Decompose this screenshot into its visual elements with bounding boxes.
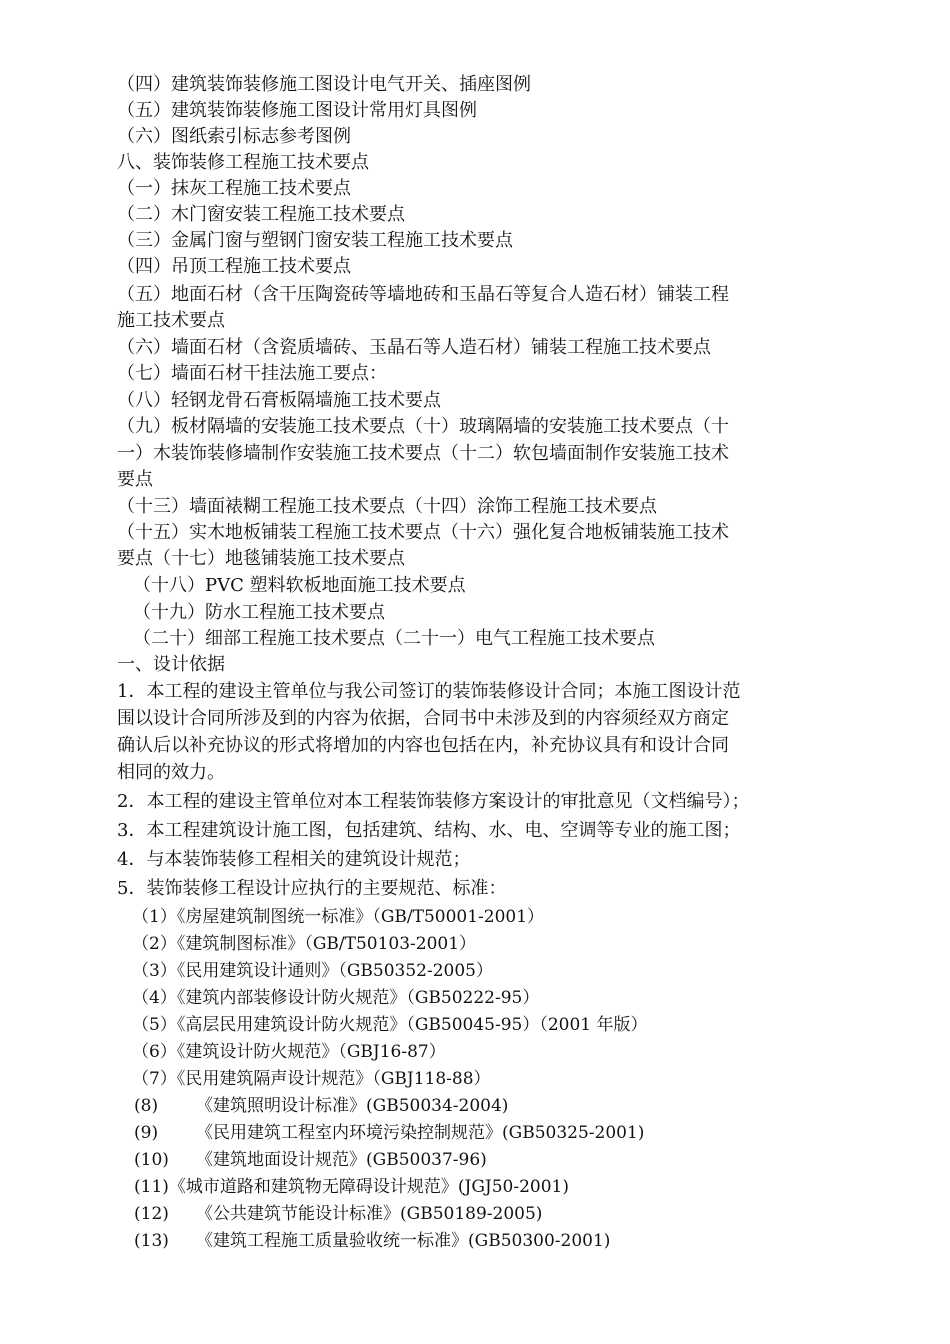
- standard-title: 《民用建筑工程室内环境污染控制规范》(GB50325-2001): [196, 1123, 645, 1143]
- toc-line: （十八）PVC 塑料软板地面施工技术要点: [133, 575, 466, 596]
- toc-line: （三）金属门窗与塑钢门窗安装工程施工技术要点: [117, 230, 513, 251]
- toc-line: 一）木装饰装修墙制作安装施工技术要点（十二）软包墙面制作安装施工技术: [117, 443, 729, 464]
- toc-line: （二十）细部工程施工技术要点（二十一）电气工程施工技术要点: [133, 628, 655, 649]
- standard-item: （1）《房屋建筑制图统一标准》（GB/T50001-2001）: [132, 907, 545, 927]
- toc-line: （十五）实木地板铺装工程施工技术要点（十六）强化复合地板铺装施工技术: [117, 522, 729, 543]
- standard-item: （6）《建筑设计防火规范》（GBJ16-87）: [132, 1042, 446, 1062]
- standard-item: [134, 1201, 542, 1227]
- standard-number: (10): [134, 1150, 169, 1170]
- toc-line: （二）木门窗安装工程施工技术要点: [117, 204, 405, 225]
- toc-line: 施工技术要点: [117, 310, 225, 331]
- toc-line: （十九）防水工程施工技术要点: [133, 602, 385, 623]
- basis-paragraph-line: 相同的效力。: [117, 762, 225, 783]
- standard-number: (9): [134, 1123, 159, 1143]
- standard-item: （4）《建筑内部装修设计防火规范》（GB50222-95）: [132, 988, 540, 1008]
- basis-paragraph: 4．与本装饰装修工程相关的建筑设计规范；: [117, 849, 471, 870]
- standard-item: （2）《建筑制图标准》（GB/T50103-2001）: [132, 934, 477, 954]
- basis-paragraph: 2．本工程的建设主管单位对本工程装饰装修方案设计的审批意见（文档编号）；: [117, 791, 750, 812]
- standard-number: (12): [134, 1204, 169, 1224]
- toc-line: 八、装饰装修工程施工技术要点: [117, 152, 369, 173]
- toc-line: （六）图纸索引标志参考图例: [117, 126, 351, 147]
- basis-paragraph-line: 围以设计合同所涉及到的内容为依据，合同书中未涉及到的内容须经双方商定: [117, 708, 729, 729]
- standard-item: [134, 1093, 508, 1119]
- basis-paragraph-line: 1．本工程的建设主管单位与我公司签订的装饰装修设计合同；本施工图设计范: [117, 681, 741, 702]
- standard-item: （3）《民用建筑设计通则》（GB50352-2005）: [132, 961, 493, 981]
- toc-line: （九）板材隔墙的安装施工技术要点（十）玻璃隔墙的安装施工技术要点（十: [117, 416, 729, 437]
- basis-paragraph: 5．装饰装修工程设计应执行的主要规范、标准：: [117, 878, 507, 899]
- basis-paragraph-line: 确认后以补充协议的形式将增加的内容也包括在内，补充协议具有和设计合同: [117, 735, 729, 756]
- toc-line: （八）轻钢龙骨石膏板隔墙施工技术要点: [117, 390, 441, 411]
- toc-line: （十三）墙面裱糊工程施工技术要点（十四）涂饰工程施工技术要点: [117, 496, 657, 517]
- standard-item: （5）《高层民用建筑设计防火规范》（GB50045-95）（2001 年版）: [132, 1015, 648, 1035]
- toc-line: （四）建筑装饰装修施工图设计电气开关、插座图例: [117, 74, 531, 95]
- toc-line: （七）墙面石材干挂法施工要点：: [117, 363, 387, 384]
- basis-paragraph: 3．本工程建筑设计施工图，包括建筑、结构、水、电、空调等专业的施工图；: [117, 820, 741, 841]
- toc-line: 要点（十七）地毯铺装施工技术要点: [117, 548, 405, 569]
- standard-item: [134, 1228, 610, 1254]
- toc-line: （六）墙面石材（含瓷质墙砖、玉晶石等人造石材）铺装工程施工技术要点: [117, 337, 711, 358]
- toc-line: 要点: [117, 469, 153, 490]
- standard-title: 《建筑照明设计标准》(GB50034-2004): [196, 1096, 509, 1116]
- standard-title: 《公共建筑节能设计标准》(GB50189-2005): [196, 1204, 543, 1224]
- standard-title: 《建筑工程施工质量验收统一标准》(GB50300-2001): [196, 1231, 611, 1251]
- standard-item: [134, 1147, 487, 1173]
- standard-number: (8): [134, 1096, 159, 1116]
- standard-item: (11)《城市道路和建筑物无障碍设计规范》(JGJ50-2001): [134, 1177, 570, 1197]
- section-heading: 一、设计依据: [117, 654, 225, 675]
- standard-item: [134, 1120, 644, 1146]
- toc-line: （五）建筑装饰装修施工图设计常用灯具图例: [117, 100, 477, 121]
- standard-number: (13): [134, 1231, 169, 1251]
- toc-line: （一）抹灰工程施工技术要点: [117, 178, 351, 199]
- standard-title: 《建筑地面设计规范》(GB50037-96): [196, 1150, 487, 1170]
- toc-line: （五）地面石材（含干压陶瓷砖等墙地砖和玉晶石等复合人造石材）铺装工程: [117, 284, 729, 305]
- standard-item: （7）《民用建筑隔声设计规范》（GBJ118-88）: [132, 1069, 491, 1089]
- toc-line: （四）吊顶工程施工技术要点: [117, 256, 351, 277]
